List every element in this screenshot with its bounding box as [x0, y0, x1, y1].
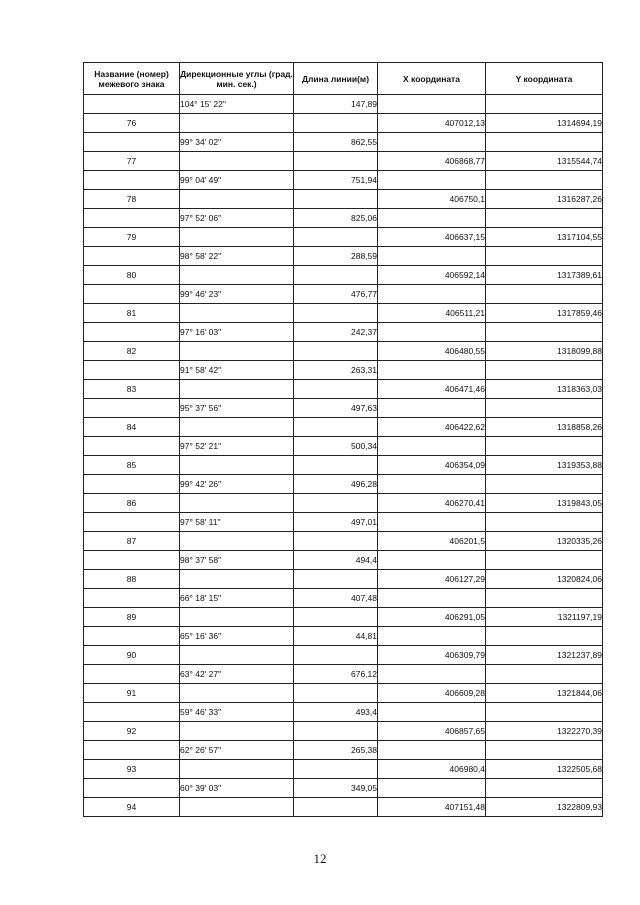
- table-row-point: [84, 570, 603, 589]
- header-row: [84, 63, 603, 95]
- cell-y-coordinate: [486, 551, 603, 570]
- cell-direction-angle: 99° 34' 02": [180, 133, 294, 152]
- cell-direction-angle: [180, 228, 294, 247]
- cell-y-coordinate: [486, 665, 603, 684]
- cell-x-coordinate: [378, 513, 486, 532]
- cell-line-length: 497,01: [294, 513, 378, 532]
- cell-direction-angle: 66° 18' 15": [180, 589, 294, 608]
- cell-line-length: [294, 570, 378, 589]
- cell-y-coordinate: [486, 513, 603, 532]
- cell-line-length: 349,05: [294, 779, 378, 798]
- cell-point-name: 77: [84, 152, 180, 171]
- cell-line-length: 407,48: [294, 589, 378, 608]
- cell-x-coordinate: [378, 437, 486, 456]
- cell-x-coordinate: [378, 779, 486, 798]
- cell-direction-angle: [180, 456, 294, 475]
- cell-direction-angle: [180, 342, 294, 361]
- cell-point-name: 81: [84, 304, 180, 323]
- cell-point-name: 88: [84, 570, 180, 589]
- cell-x-coordinate: 406127,29: [378, 570, 486, 589]
- cell-x-coordinate: 406857,65: [378, 722, 486, 741]
- cell-y-coordinate: [486, 95, 603, 114]
- cell-y-coordinate: 1318858,26: [486, 418, 603, 437]
- cell-direction-angle: 97° 16' 03": [180, 323, 294, 342]
- cell-y-coordinate: 1315544,74: [486, 152, 603, 171]
- cell-x-coordinate: [378, 703, 486, 722]
- cell-y-coordinate: 1321844,06: [486, 684, 603, 703]
- table-row-point: [84, 266, 603, 285]
- table-row-point: [84, 380, 603, 399]
- cell-y-coordinate: 1314694,19: [486, 114, 603, 133]
- cell-x-coordinate: [378, 209, 486, 228]
- cell-x-coordinate: 406868,77: [378, 152, 486, 171]
- cell-line-length: [294, 722, 378, 741]
- cell-point-name: 80: [84, 266, 180, 285]
- cell-point-name: [84, 627, 180, 646]
- cell-x-coordinate: 406354,09: [378, 456, 486, 475]
- cell-y-coordinate: [486, 437, 603, 456]
- cell-x-coordinate: [378, 171, 486, 190]
- table-row-point: [84, 304, 603, 323]
- cell-line-length: 476,77: [294, 285, 378, 304]
- table-row-segment: [84, 627, 603, 646]
- cell-point-name: 87: [84, 532, 180, 551]
- cell-point-name: 76: [84, 114, 180, 133]
- cell-y-coordinate: 1317859,46: [486, 304, 603, 323]
- table-row-segment: [84, 741, 603, 760]
- cell-direction-angle: [180, 684, 294, 703]
- table-row-point: [84, 342, 603, 361]
- cell-point-name: [84, 247, 180, 266]
- table-row-point: [84, 722, 603, 741]
- cell-direction-angle: [180, 532, 294, 551]
- cell-point-name: 92: [84, 722, 180, 741]
- cell-line-length: [294, 190, 378, 209]
- cell-direction-angle: 63° 42' 27": [180, 665, 294, 684]
- table-row-segment: [84, 323, 603, 342]
- table-row-point: [84, 684, 603, 703]
- cell-line-length: [294, 152, 378, 171]
- cell-direction-angle: 65° 16' 36": [180, 627, 294, 646]
- cell-line-length: 494,4: [294, 551, 378, 570]
- cell-x-coordinate: [378, 741, 486, 760]
- cell-y-coordinate: 1320335,26: [486, 532, 603, 551]
- cell-y-coordinate: 1318363,03: [486, 380, 603, 399]
- table-row-point: [84, 114, 603, 133]
- table-row-segment: [84, 361, 603, 380]
- cell-line-length: 265,38: [294, 741, 378, 760]
- header-length: Длина линии(м): [294, 63, 378, 95]
- cell-point-name: [84, 399, 180, 418]
- cell-x-coordinate: 406471,46: [378, 380, 486, 399]
- table-row-segment: [84, 665, 603, 684]
- cell-y-coordinate: [486, 361, 603, 380]
- cell-line-length: 147,89: [294, 95, 378, 114]
- cell-x-coordinate: [378, 133, 486, 152]
- table-row-point: [84, 532, 603, 551]
- cell-direction-angle: 97° 52' 21": [180, 437, 294, 456]
- table-row-segment: [84, 779, 603, 798]
- cell-direction-angle: [180, 190, 294, 209]
- table-row-point: [84, 190, 603, 209]
- cell-point-name: 82: [84, 342, 180, 361]
- cell-x-coordinate: [378, 399, 486, 418]
- cell-line-length: 497,63: [294, 399, 378, 418]
- cell-y-coordinate: 1321237,89: [486, 646, 603, 665]
- table-row-segment: [84, 209, 603, 228]
- cell-direction-angle: 91° 58' 42": [180, 361, 294, 380]
- cell-y-coordinate: 1319353,88: [486, 456, 603, 475]
- cell-point-name: 86: [84, 494, 180, 513]
- cell-x-coordinate: 406980,4: [378, 760, 486, 779]
- cell-x-coordinate: 406270,41: [378, 494, 486, 513]
- cell-y-coordinate: [486, 285, 603, 304]
- cell-direction-angle: [180, 266, 294, 285]
- cell-point-name: [84, 513, 180, 532]
- cell-x-coordinate: [378, 361, 486, 380]
- cell-x-coordinate: 406592,14: [378, 266, 486, 285]
- table-row-segment: [84, 437, 603, 456]
- cell-x-coordinate: [378, 627, 486, 646]
- cell-y-coordinate: 1321197,19: [486, 608, 603, 627]
- cell-point-name: 90: [84, 646, 180, 665]
- cell-point-name: [84, 589, 180, 608]
- cell-x-coordinate: [378, 247, 486, 266]
- cell-point-name: 79: [84, 228, 180, 247]
- cell-line-length: [294, 608, 378, 627]
- cell-line-length: [294, 304, 378, 323]
- cell-line-length: 263,31: [294, 361, 378, 380]
- cell-x-coordinate: 406309,79: [378, 646, 486, 665]
- cell-point-name: [84, 665, 180, 684]
- cell-x-coordinate: 406609,28: [378, 684, 486, 703]
- cell-point-name: [84, 437, 180, 456]
- cell-point-name: [84, 361, 180, 380]
- cell-direction-angle: [180, 380, 294, 399]
- cell-x-coordinate: 406511,21: [378, 304, 486, 323]
- table-row-point: [84, 760, 603, 779]
- table-row-point: [84, 456, 603, 475]
- cell-x-coordinate: [378, 589, 486, 608]
- table-row-segment: [84, 133, 603, 152]
- cell-point-name: 83: [84, 380, 180, 399]
- cell-line-length: [294, 798, 378, 817]
- table-row-segment: [84, 589, 603, 608]
- cell-y-coordinate: [486, 741, 603, 760]
- cell-y-coordinate: 1316287,26: [486, 190, 603, 209]
- cell-line-length: [294, 114, 378, 133]
- cell-x-coordinate: 407151,48: [378, 798, 486, 817]
- cell-direction-angle: [180, 722, 294, 741]
- cell-line-length: [294, 456, 378, 475]
- cell-direction-angle: 104° 15' 22": [180, 95, 294, 114]
- cell-line-length: [294, 684, 378, 703]
- table-row-segment: [84, 171, 603, 190]
- cell-y-coordinate: [486, 589, 603, 608]
- table-row-point: [84, 494, 603, 513]
- cell-point-name: [84, 475, 180, 494]
- cell-point-name: 91: [84, 684, 180, 703]
- cell-line-length: 496,28: [294, 475, 378, 494]
- cell-line-length: [294, 228, 378, 247]
- cell-direction-angle: 98° 37' 58": [180, 551, 294, 570]
- cell-y-coordinate: [486, 703, 603, 722]
- cell-x-coordinate: 406480,55: [378, 342, 486, 361]
- cell-y-coordinate: [486, 399, 603, 418]
- table-row-segment: [84, 703, 603, 722]
- cell-y-coordinate: 1322505,68: [486, 760, 603, 779]
- cell-point-name: 78: [84, 190, 180, 209]
- cell-direction-angle: 59° 46' 33": [180, 703, 294, 722]
- cell-y-coordinate: 1319843,05: [486, 494, 603, 513]
- cell-point-name: 89: [84, 608, 180, 627]
- cell-direction-angle: [180, 570, 294, 589]
- cell-line-length: [294, 646, 378, 665]
- cell-x-coordinate: 406422,62: [378, 418, 486, 437]
- cell-point-name: [84, 779, 180, 798]
- cell-point-name: 85: [84, 456, 180, 475]
- cell-point-name: [84, 171, 180, 190]
- cell-line-length: 493,4: [294, 703, 378, 722]
- cell-point-name: 94: [84, 798, 180, 817]
- cell-x-coordinate: [378, 551, 486, 570]
- table-row-segment: [84, 475, 603, 494]
- cell-direction-angle: 99° 46' 23": [180, 285, 294, 304]
- table-body: [84, 95, 603, 817]
- table-row-segment: [84, 247, 603, 266]
- cell-y-coordinate: [486, 171, 603, 190]
- cell-line-length: 862,55: [294, 133, 378, 152]
- cell-point-name: [84, 95, 180, 114]
- cell-point-name: 93: [84, 760, 180, 779]
- cell-direction-angle: 99° 04' 49": [180, 171, 294, 190]
- cell-direction-angle: [180, 608, 294, 627]
- cell-line-length: [294, 532, 378, 551]
- cell-y-coordinate: 1320824,06: [486, 570, 603, 589]
- table-row-point: [84, 646, 603, 665]
- boundary-coordinates-table: [83, 62, 603, 817]
- table-row-segment: [84, 399, 603, 418]
- cell-point-name: [84, 209, 180, 228]
- cell-line-length: 825,06: [294, 209, 378, 228]
- cell-x-coordinate: [378, 475, 486, 494]
- table-row-point: [84, 798, 603, 817]
- cell-x-coordinate: [378, 285, 486, 304]
- cell-line-length: 288,59: [294, 247, 378, 266]
- table-row-segment: [84, 95, 603, 114]
- cell-direction-angle: 97° 58' 11": [180, 513, 294, 532]
- cell-line-length: 751,94: [294, 171, 378, 190]
- header-y: Y координата: [486, 63, 603, 95]
- cell-line-length: [294, 760, 378, 779]
- cell-y-coordinate: 1317389,61: [486, 266, 603, 285]
- page-number: 12: [313, 851, 327, 866]
- table-row-segment: [84, 285, 603, 304]
- cell-direction-angle: 60° 39' 03": [180, 779, 294, 798]
- cell-x-coordinate: 406201,5: [378, 532, 486, 551]
- cell-x-coordinate: [378, 665, 486, 684]
- cell-direction-angle: [180, 798, 294, 817]
- cell-direction-angle: 95° 37' 56": [180, 399, 294, 418]
- cell-y-coordinate: [486, 627, 603, 646]
- cell-y-coordinate: 1318099,88: [486, 342, 603, 361]
- cell-y-coordinate: [486, 475, 603, 494]
- cell-direction-angle: [180, 152, 294, 171]
- cell-y-coordinate: [486, 133, 603, 152]
- cell-line-length: [294, 494, 378, 513]
- cell-x-coordinate: 406750,1: [378, 190, 486, 209]
- cell-x-coordinate: 406291,05: [378, 608, 486, 627]
- cell-x-coordinate: [378, 323, 486, 342]
- header-x: X координата: [378, 63, 486, 95]
- table-row-point: [84, 152, 603, 171]
- cell-x-coordinate: 406637,15: [378, 228, 486, 247]
- cell-direction-angle: [180, 114, 294, 133]
- cell-y-coordinate: [486, 247, 603, 266]
- cell-y-coordinate: 1322809,93: [486, 798, 603, 817]
- cell-y-coordinate: [486, 779, 603, 798]
- cell-point-name: [84, 133, 180, 152]
- cell-direction-angle: [180, 418, 294, 437]
- cell-point-name: [84, 285, 180, 304]
- cell-direction-angle: 62° 26' 57": [180, 741, 294, 760]
- cell-direction-angle: [180, 646, 294, 665]
- cell-direction-angle: [180, 494, 294, 513]
- table-row-segment: [84, 513, 603, 532]
- cell-line-length: 44,81: [294, 627, 378, 646]
- cell-direction-angle: [180, 304, 294, 323]
- table-row-point: [84, 228, 603, 247]
- cell-point-name: [84, 551, 180, 570]
- cell-line-length: 676,12: [294, 665, 378, 684]
- cell-x-coordinate: 407012,13: [378, 114, 486, 133]
- header-angle: Дирекционные углы (град. мин. сек.): [180, 63, 294, 95]
- cell-y-coordinate: [486, 209, 603, 228]
- table-row-point: [84, 608, 603, 627]
- cell-point-name: [84, 741, 180, 760]
- cell-line-length: [294, 342, 378, 361]
- cell-point-name: 84: [84, 418, 180, 437]
- cell-line-length: 242,37: [294, 323, 378, 342]
- cell-direction-angle: 97° 52' 06": [180, 209, 294, 228]
- cell-x-coordinate: [378, 95, 486, 114]
- cell-direction-angle: [180, 760, 294, 779]
- cell-direction-angle: 98° 58' 22": [180, 247, 294, 266]
- table-row-segment: [84, 551, 603, 570]
- table-row-point: [84, 418, 603, 437]
- cell-y-coordinate: 1317104,55: [486, 228, 603, 247]
- cell-line-length: [294, 418, 378, 437]
- cell-point-name: [84, 703, 180, 722]
- cell-y-coordinate: 1322270,39: [486, 722, 603, 741]
- cell-y-coordinate: [486, 323, 603, 342]
- cell-line-length: [294, 380, 378, 399]
- cell-line-length: [294, 266, 378, 285]
- cell-point-name: [84, 323, 180, 342]
- cell-line-length: 500,34: [294, 437, 378, 456]
- cell-direction-angle: 99° 42' 26": [180, 475, 294, 494]
- header-name: Название (номер) межевого знака: [84, 63, 180, 95]
